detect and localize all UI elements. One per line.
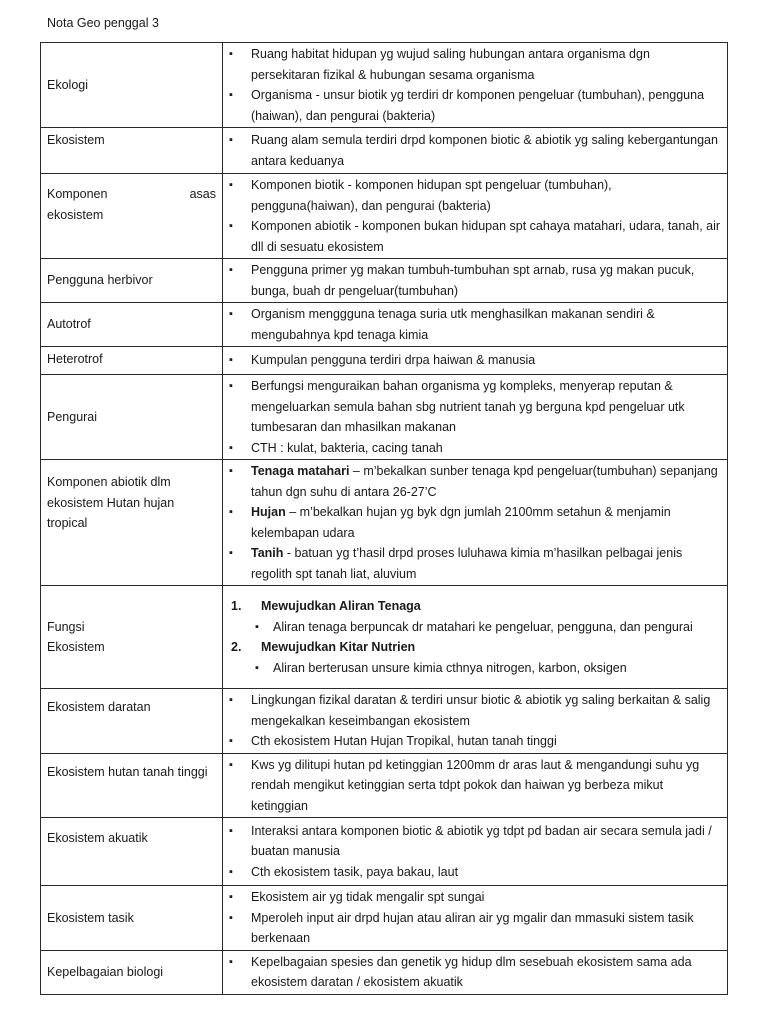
bold-term: Hujan — [251, 505, 286, 519]
table-row — [41, 753, 728, 818]
table-row — [41, 303, 728, 347]
sub-bullet-item: ▪ Aliran berterusan unsure kimia cthnya nitrogen, karbon, oksigen — [227, 658, 721, 679]
table-row — [41, 174, 728, 259]
term-cell: Komponen abiotik dlm ekosistem Hutan hujan tropical — [41, 460, 223, 586]
bullet-item: ▪ Komponen abiotik - komponen bukan hidupan spt cahaya matahari, udara, tanah, air dll di sesuatu ekosistem — [227, 216, 721, 257]
notes-table — [40, 42, 728, 995]
term-cell — [41, 174, 223, 259]
description-cell — [223, 950, 728, 994]
bullet-item: ▪ Kws yg dilitupi hutan pd ketinggian 1200mm dr aras laut & mengandungi suhu yg rendah mengikut ketinggian serta tdpt pokok dan haiwan yg berbeza mikut ketinggian — [227, 755, 721, 817]
bullet-item: ▪ Ruang alam semula terdiri drpd komponen biotic & abiotik yg saling kebergantungan antara keduanya — [227, 130, 721, 171]
description-cell — [223, 174, 728, 259]
term-cell: Ekosistem akuatik — [41, 818, 223, 886]
list-number: 1. — [231, 599, 242, 613]
heading-text: Mewujudkan Kitar Nutrien — [261, 640, 416, 654]
bullet-item: ▪ Komponen biotik - komponen hidupan spt pengeluar (tumbuhan), pengguna(haiwan), dan pengurai (bakteria) — [227, 175, 721, 216]
term-word: Komponen — [47, 187, 108, 201]
bold-term: Tenaga matahari — [251, 464, 350, 478]
term-cell: Heterotrof — [41, 347, 223, 375]
bullet-item: ▪ Cth ekosistem Hutan Hujan Tropikal, hutan tanah tinggi — [227, 731, 721, 752]
description-cell — [223, 303, 728, 347]
description-cell — [223, 586, 728, 689]
bullet-item: ▪ CTH : kulat, bakteria, cacing tanah — [227, 438, 721, 459]
bullet-text: – m’bekalkan hujan yg byk dgn jumlah 2100mm setahun & menjamin kelembapan udara — [251, 505, 671, 540]
term-cell: Ekologi — [41, 43, 223, 128]
table-row — [41, 43, 728, 128]
term-cell: Ekosistem hutan tanah tinggi — [41, 753, 223, 818]
description-cell — [223, 818, 728, 886]
bullet-item — [227, 502, 721, 543]
description-cell — [223, 886, 728, 951]
bullet-item: ▪ Organisma - unsur biotik yg terdiri dr komponen pengeluar (tumbuhan), pengguna (haiwan), dan pengurai (bakteria) — [227, 85, 721, 126]
term-cell: Kepelbagaian biologi — [41, 950, 223, 994]
table-row — [41, 347, 728, 375]
description-cell — [223, 375, 728, 460]
term-word: Ekosistem — [47, 640, 105, 654]
term-word: ekosistem — [47, 207, 104, 222]
description-cell — [223, 347, 728, 375]
term-cell: Autotrof — [41, 303, 223, 347]
numbered-heading — [227, 637, 721, 658]
term-cell: Ekosistem tasik — [41, 886, 223, 951]
bullet-text: – m’bekalkan sunber tenaga kpd pengeluar(tumbuhan) sepanjang tahun dgn suhu di antara 26-27’C — [251, 464, 718, 499]
bold-term: Tanih — [251, 546, 284, 560]
description-cell — [223, 128, 728, 174]
bullet-item: ▪ Ruang habitat hidupan yg wujud saling hubungan antara organisma dgn persekitaran fizikal & hubungan sesama organisma — [227, 44, 721, 85]
table-row — [41, 818, 728, 886]
table-row — [41, 259, 728, 303]
term-word: asas — [189, 187, 216, 201]
bullet-item: ▪ Interaksi antara komponen biotic & abiotik yg tdpt pd badan air secara semula jadi / buatan manusia — [227, 821, 721, 862]
bullet-item: ▪ Kepelbagaian spesies dan genetik yg hidup dlm sesebuah ekosistem sama ada ekosistem daratan / ekosistem akuatik — [227, 952, 721, 993]
table-row — [41, 886, 728, 951]
numbered-heading — [227, 596, 721, 617]
bullet-text: - batuan yg t’hasil drpd proses luluhawa kimia m’hasilkan pelbagai jenis regolith spt tanah liat, aluvium — [251, 546, 683, 581]
bullet-item: ▪ Cth ekosistem tasik, paya bakau, laut — [227, 862, 721, 883]
table-row — [41, 689, 728, 754]
list-number: 2. — [231, 640, 242, 654]
table-row — [41, 128, 728, 174]
term-cell: Ekosistem — [41, 128, 223, 174]
bullet-item: ▪ Kumpulan pengguna terdiri drpa haiwan & manusia — [227, 350, 721, 371]
description-cell — [223, 43, 728, 128]
bullet-item — [227, 543, 721, 584]
bullet-item: ▪ Ekosistem air yg tidak mengalir spt sungai — [227, 887, 721, 908]
bullet-item — [227, 461, 721, 502]
bullet-item: ▪ Organism menggguna tenaga suria utk menghasilkan makanan sendiri & mengubahnya kpd tenaga kimia — [227, 304, 721, 345]
description-cell — [223, 689, 728, 754]
description-cell — [223, 259, 728, 303]
table-row — [41, 586, 728, 689]
term-cell — [41, 586, 223, 689]
document-title: Nota Geo penggal 3 — [47, 16, 159, 30]
bullet-item: ▪ Pengguna primer yg makan tumbuh-tumbuhan spt arnab, rusa yg makan pucuk, bunga, buah dr pengeluar(tumbuhan) — [227, 260, 721, 301]
heading-text: Mewujudkan Aliran Tenaga — [261, 599, 421, 613]
bullet-item: ▪ Berfungsi menguraikan bahan organisma yg kompleks, menyerap reputan & mengeluarkan semula bahan sbg nutrient tanah yg berguna kpd pengeluar utk tumbesaran dan mhasilkan makanan — [227, 376, 721, 438]
bullet-item: ▪ Mperoleh input air drpd hujan atau aliran air yg mgalir dan mmasuki sistem tasik berkenaan — [227, 908, 721, 949]
description-cell — [223, 753, 728, 818]
description-cell — [223, 460, 728, 586]
term-word: Fungsi — [47, 619, 85, 634]
bullet-item: ▪ Lingkungan fizikal daratan & terdiri unsur biotic & abiotik yg saling berkaitan & salig mengekalkan keseimbangan ekosistem — [227, 690, 721, 731]
table-row — [41, 375, 728, 460]
term-cell: Pengurai — [41, 375, 223, 460]
table-row — [41, 460, 728, 586]
sub-bullet-item: ▪ Aliran tenaga berpuncak dr matahari ke pengeluar, pengguna, dan pengurai — [227, 617, 721, 638]
term-cell: Pengguna herbivor — [41, 259, 223, 303]
term-cell: Ekosistem daratan — [41, 689, 223, 754]
table-row — [41, 950, 728, 994]
